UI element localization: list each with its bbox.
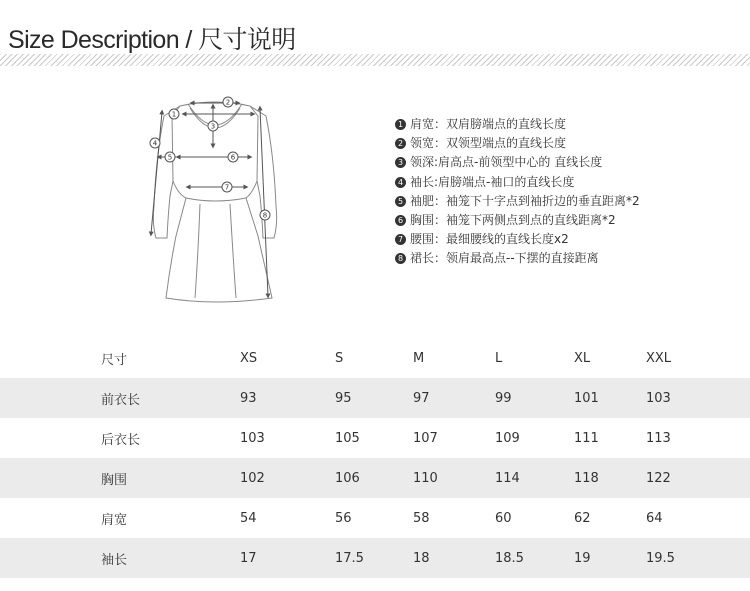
table-cell: 18 (413, 550, 430, 566)
svg-text:7: 7 (224, 183, 230, 192)
table-cell: 103 (646, 390, 671, 406)
table-row (0, 498, 750, 538)
legend-number: 5 (395, 196, 406, 207)
column-header: 尺寸 (101, 352, 128, 368)
legend-item-neck-width (395, 134, 640, 153)
dress-measurement-diagram (140, 86, 290, 311)
table-cell: 93 (240, 390, 257, 406)
svg-text:5: 5 (167, 153, 173, 162)
column-header: L (495, 350, 503, 366)
table-cell: 17 (240, 550, 257, 566)
legend-item-waist (395, 230, 640, 249)
legend-item-neck-depth (395, 153, 640, 172)
table-row (0, 538, 750, 578)
page-title: Size Description / 尺寸说明 (8, 26, 296, 54)
table-cell: 19 (574, 550, 591, 566)
legend-item-dress-length (395, 249, 640, 268)
measurement-legend (395, 115, 640, 269)
size-table (0, 338, 750, 578)
column-header: M (413, 350, 425, 366)
legend-number: 3 (395, 157, 406, 168)
table-cell: 114 (495, 470, 520, 486)
table-cell: 113 (646, 430, 671, 446)
table-cell: 99 (495, 390, 512, 406)
table-cell: 64 (646, 510, 663, 526)
legend-number: 7 (395, 234, 406, 245)
marker-4 (150, 138, 160, 148)
legend-text: 肩宽：双肩膀端点的直线长度 (410, 117, 567, 131)
column-header: XS (240, 350, 258, 366)
marker-5 (165, 152, 175, 162)
row-label: 肩宽 (101, 512, 128, 528)
table-cell: 18.5 (495, 550, 524, 566)
row-label: 前衣长 (101, 392, 141, 408)
table-row (0, 458, 750, 498)
legend-number: 2 (395, 138, 406, 149)
svg-text:2: 2 (225, 98, 231, 107)
table-cell: 19.5 (646, 550, 675, 566)
column-header: S (335, 350, 344, 366)
table-cell: 111 (574, 430, 599, 446)
marker-1 (169, 109, 179, 119)
table-cell: 101 (574, 390, 599, 406)
legend-item-sleeve-length (395, 173, 640, 192)
table-cell: 102 (240, 470, 265, 486)
legend-text: 袖长:肩膀端点-袖口的直线长度 (410, 174, 575, 189)
table-cell: 97 (413, 390, 430, 406)
table-cell: 103 (240, 430, 265, 446)
svg-text:3: 3 (210, 122, 216, 131)
table-cell: 105 (335, 430, 360, 446)
table-cell: 106 (335, 470, 360, 486)
table-row (0, 418, 750, 458)
svg-text:6: 6 (230, 153, 236, 162)
marker-3 (208, 121, 218, 131)
row-label: 袖长 (101, 552, 128, 568)
marker-8 (260, 210, 270, 220)
table-row (0, 378, 750, 418)
table-cell: 118 (574, 470, 599, 486)
row-label: 胸围 (101, 472, 128, 488)
legend-item-sleeve-width (395, 192, 640, 211)
svg-text:8: 8 (262, 211, 268, 220)
legend-text: 胸围：袖笼下两侧点到点的直线距离*2 (410, 212, 616, 227)
table-cell: 107 (413, 430, 438, 446)
table-cell: 109 (495, 430, 520, 446)
legend-item-shoulder (395, 115, 640, 134)
table-header-row (0, 338, 750, 378)
legend-text: 袖肥：袖笼下十字点到袖折边的垂直距离*2 (410, 193, 640, 208)
svg-text:1: 1 (171, 110, 177, 119)
legend-number: 6 (395, 215, 406, 226)
table-cell: 17.5 (335, 550, 364, 566)
legend-number: 8 (395, 253, 406, 264)
legend-number: 4 (395, 177, 406, 188)
row-label: 后衣长 (101, 432, 141, 448)
marker-2 (223, 97, 233, 107)
table-cell: 95 (335, 390, 352, 406)
table-cell: 62 (574, 510, 591, 526)
legend-text: 腰围：最细腰线的直线长度x2 (410, 232, 569, 247)
legend-item-bust (395, 211, 640, 230)
marker-6 (228, 152, 238, 162)
table-cell: 56 (335, 510, 352, 526)
legend-text: 领深:肩高点-前领型中心的 直线长度 (410, 155, 603, 170)
measurement-markers (150, 97, 270, 220)
marker-7 (222, 182, 232, 192)
legend-text: 裙长：领肩最高点--下摆的直接距离 (410, 251, 599, 266)
column-header: XL (574, 350, 591, 366)
table-cell: 58 (413, 510, 430, 526)
column-header: XXL (646, 350, 672, 366)
dress-outline (153, 102, 276, 302)
table-cell: 110 (413, 470, 438, 486)
legend-text: 领宽：双领型端点的直线长度 (410, 136, 567, 151)
hatched-divider (0, 54, 750, 66)
table-cell: 54 (240, 510, 257, 526)
measurement-arrows (151, 103, 268, 296)
table-cell: 122 (646, 470, 671, 486)
legend-number: 1 (395, 119, 406, 130)
svg-text:4: 4 (152, 139, 158, 148)
table-cell: 60 (495, 510, 512, 526)
